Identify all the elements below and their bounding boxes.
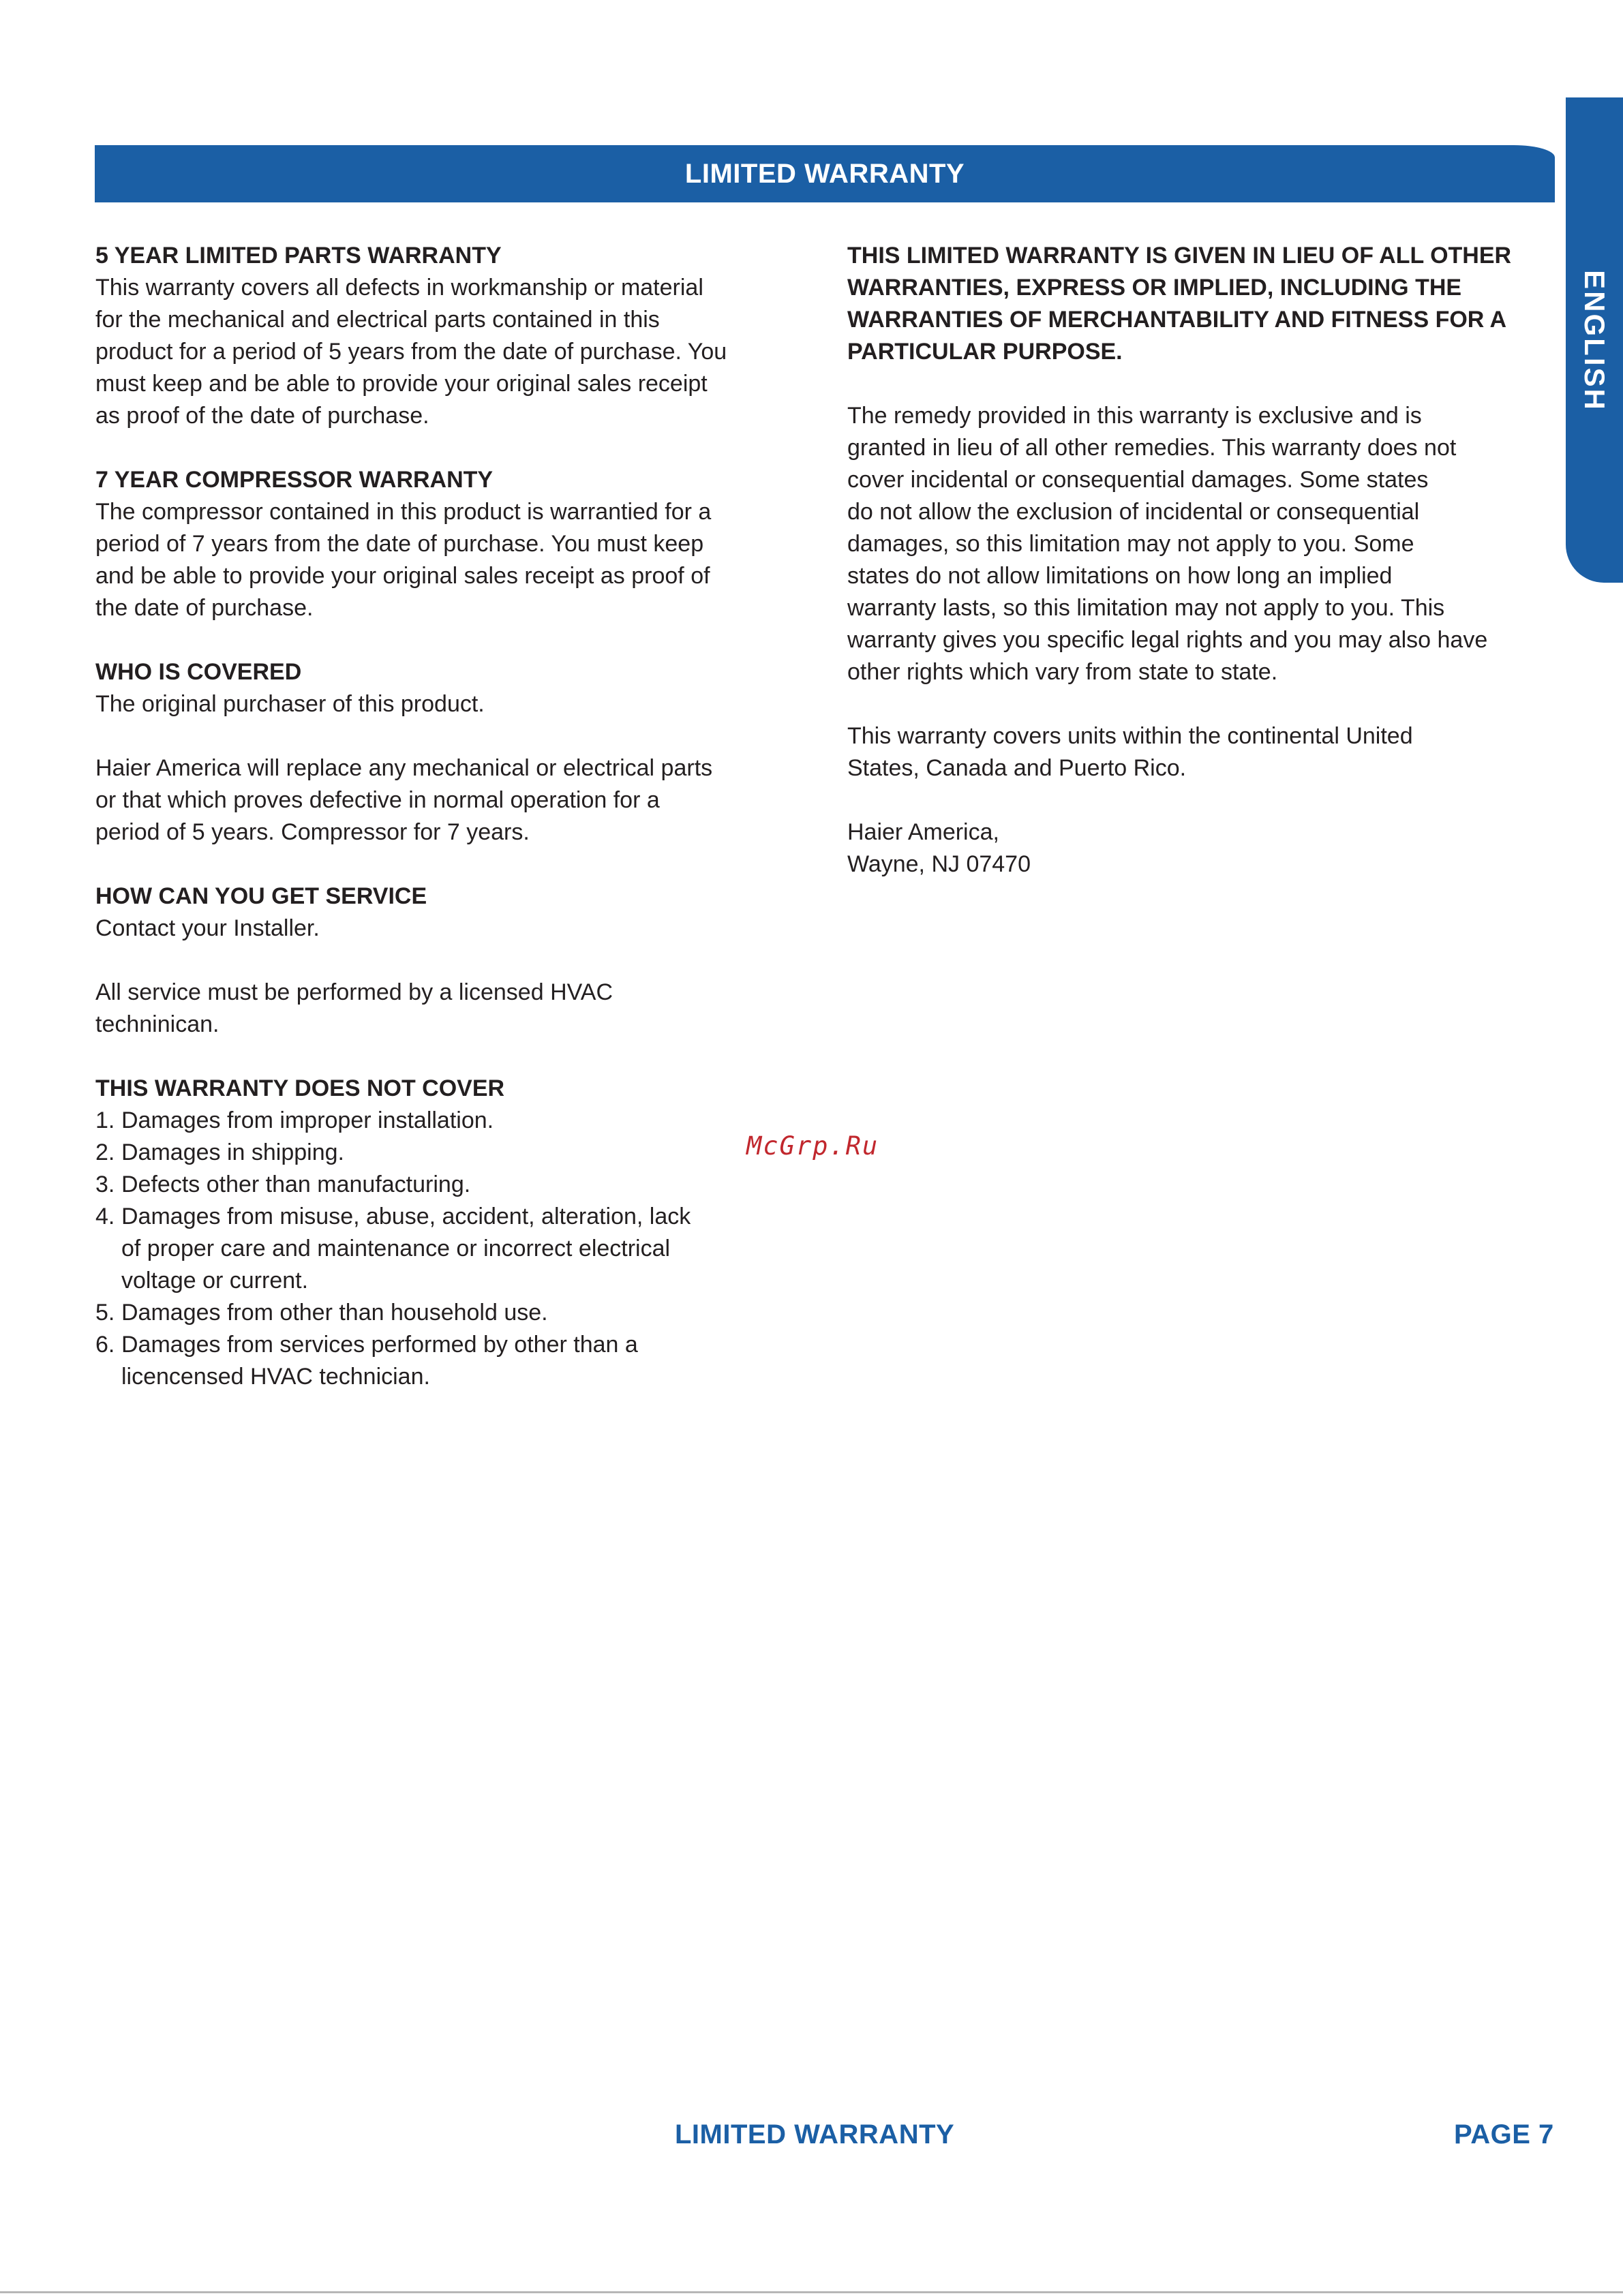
body-line: must keep and be able to provide your original sales receipt [95,371,708,397]
body-line: product for a period of 5 years from the date of purchase. You [95,339,727,365]
body-line: Damages from services performed by other than a [121,1332,638,1358]
replace-paragraph [95,752,818,848]
body-line: Damages from misuse, abuse, accident, alteration, lack [121,1204,691,1229]
body-line: of proper care and maintenance or incorrect electrical [121,1236,671,1261]
get-service-section [95,881,818,945]
list-item [95,1329,818,1393]
body-line: warranty lasts, so this limitation may not apply to you. This [847,595,1445,621]
not-cover-section [95,1073,818,1393]
lieu-statement [847,240,1563,368]
body-line: do not allow the exclusion of incidental or consequential [847,499,1420,525]
language-tab-label: ENGLISH [1579,270,1611,412]
coverage-area-paragraph [847,720,1563,784]
body-line: Damages from improper installation. [121,1107,494,1133]
body-line: voltage or current. [121,1268,309,1294]
body-line: or that which proves defective in normal operation for a [95,787,660,813]
list-item [95,1169,818,1201]
left-column [95,240,818,1425]
body-line: WARRANTIES OF MERCHANTABILITY AND FITNESS FOR A [847,307,1507,333]
body-line: for the mechanical and electrical parts contained in this [95,307,660,333]
body-line: Damages from other than household use. [121,1300,548,1326]
body-line: The remedy provided in this warranty is exclusive and is [847,403,1422,429]
list-number: 4. [95,1204,115,1229]
body-line: and be able to provide your original sales receipt as proof of [95,563,710,589]
list-number: 2. [95,1139,115,1165]
body-line: All service must be performed by a licensed HVAC [95,979,613,1005]
body-line: The compressor contained in this product is warrantied for a [95,499,712,525]
list-item [95,1201,818,1297]
list-number: 5. [95,1300,115,1326]
who-is-covered-section [95,656,818,720]
body-line: period of 5 years. Compressor for 7 years. [95,819,530,845]
section-title: 5 YEAR LIMITED PARTS WARRANTY [95,243,502,269]
address-line: Haier America, [847,819,999,845]
body-line: Haier America will replace any mechanical or electrical parts [95,755,713,781]
body-line: Contact your Installer. [95,915,320,941]
watermark-text: McGrp.Ru [746,1131,879,1161]
address-block [847,816,1563,881]
body-line: WARRANTIES, EXPRESS OR IMPLIED, INCLUDING THE [847,275,1462,301]
list-item [95,1137,818,1169]
body-line: Damages in shipping. [121,1139,344,1165]
body-line: This warranty covers units within the continental United [847,723,1413,749]
list-number: 1. [95,1107,115,1133]
right-column [847,240,1563,913]
body-line: other rights which vary from state to state. [847,659,1278,685]
body-line: States, Canada and Puerto Rico. [847,755,1187,781]
body-line: licencensed HVAC technician. [121,1364,430,1390]
body-line: PARTICULAR PURPOSE. [847,339,1123,365]
section-title: 7 YEAR COMPRESSOR WARRANTY [95,467,494,493]
address-line: Wayne, NJ 07470 [847,851,1031,877]
bottom-divider [0,2291,1623,2293]
body-line: as proof of the date of purchase. [95,403,429,429]
page-number: PAGE 7 [1454,2119,1554,2149]
body-line: damages, so this limitation may not apply to you. Some [847,531,1414,557]
page-title: LIMITED WARRANTY [684,158,965,189]
body-line: cover incidental or consequential damages. Some states [847,467,1429,493]
list-item [95,1297,818,1329]
footer-title: LIMITED WARRANTY [675,2119,955,2149]
body-line: techninican. [95,1011,219,1037]
list-number: 6. [95,1332,115,1358]
body-line: THIS LIMITED WARRANTY IS GIVEN IN LIEU OF ALL OTHER [847,243,1512,269]
parts-warranty-section [95,240,818,432]
list-number: 3. [95,1172,115,1197]
body-line: the date of purchase. [95,595,314,621]
section-title: THIS WARRANTY DOES NOT COVER [95,1075,505,1101]
remedy-paragraph [847,400,1563,688]
body-line: period of 7 years from the date of purchase. You must keep [95,531,704,557]
body-line: granted in lieu of all other remedies. This warranty does not [847,435,1457,461]
compressor-warranty-section [95,464,818,624]
body-line: This warranty covers all defects in workmanship or material [95,275,703,301]
section-title: HOW CAN YOU GET SERVICE [95,883,427,909]
body-line: states do not allow limitations on how long an implied [847,563,1393,589]
list-item [95,1105,818,1137]
body-line: Defects other than manufacturing. [121,1172,471,1197]
exclusions-list [95,1105,818,1393]
body-line: The original purchaser of this product. [95,691,485,717]
section-title: WHO IS COVERED [95,659,302,685]
body-line: warranty gives you specific legal rights and you may also have [847,627,1488,653]
service-paragraph [95,977,818,1041]
header-bar [95,145,1555,202]
